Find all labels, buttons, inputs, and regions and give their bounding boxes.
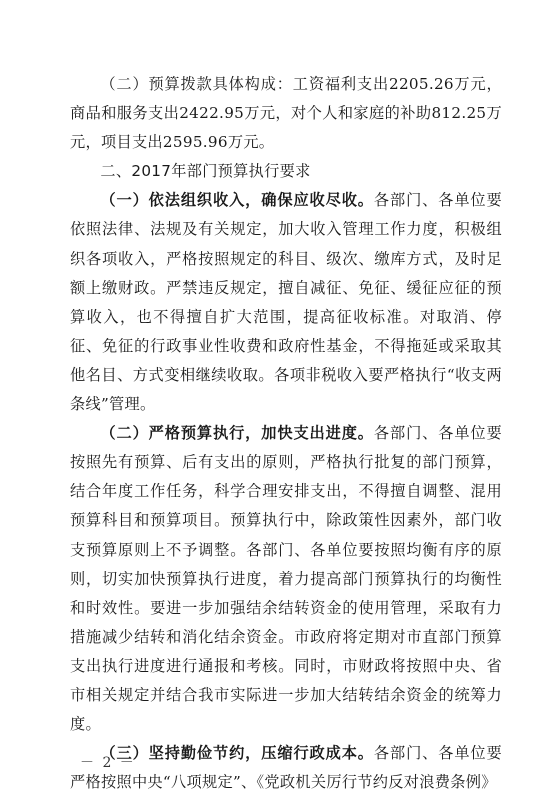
document-body [70,70,502,797]
paragraph-lead: （一）依法组织收入，确保应收尽收。 [100,191,374,210]
paragraph-text: 各部门、各单位要依照法律、法规及有关规定，加大收入管理工作力度，积极组织各项收入，严格按照规定的科目、级次、缴库方式，及时足额上缴财政。严禁违反规定，擅自减征、免征、缓征应征的预算收入，也不得擅自扩大范围，提高征收标准。对取消、停征、免征的行政事业性收费和政府性基金，不得拖延或采取其他名目、方式变相继续收取。各项非税收入要严格执行“收支两条线”管理。 [70,191,502,414]
paragraph-lead: （二）严格预算执行，加快支出进度。 [100,424,374,443]
paragraph-lead: （三）坚持勤俭节约，压缩行政成本。 [100,744,374,763]
paragraph-text: （二）预算拨款具体构成：工资福利支出2205.26万元，商品和服务支出2422.95万元，对个人和家庭的补助812.25万元，项目支出2595.96万元。 [70,75,502,152]
section-paragraph-1 [70,186,502,419]
section-paragraph-2 [70,419,502,739]
page-number: － 2 － [80,755,136,771]
paragraph-text: 各部门、各单位要按照先有预算、后有支出的原则，严格执行批复的部门预算，结合年度工作任务，科学合理安排支出，不得擅自调整、混用预算科目和预算项目。预算执行中，除政策性因素外，部门收支预算原则上不予调整。各部门、各单位要按照均衡有序的原则，切实加快预算执行进度，着力提高部门预算执行的均衡性和时效性。要进一步加强结余结转资金的使用管理，采取有力措施减少结转和消化结余资金。市政府将定期对市直部门预算支出执行进度进行通报和考核。同时，市财政将按照中央、省市相关规定并结合我市实际进一步加大结转结余资金的统筹力度。 [70,424,502,734]
paragraph-text: 各部门、各单位要严格按照中央“八项规定”、《党政机关厉行节约反对浪费条例》 [70,744,502,792]
section-heading: 二、2017年部门预算执行要求 [100,162,311,181]
budget-composition-paragraph [70,70,502,157]
